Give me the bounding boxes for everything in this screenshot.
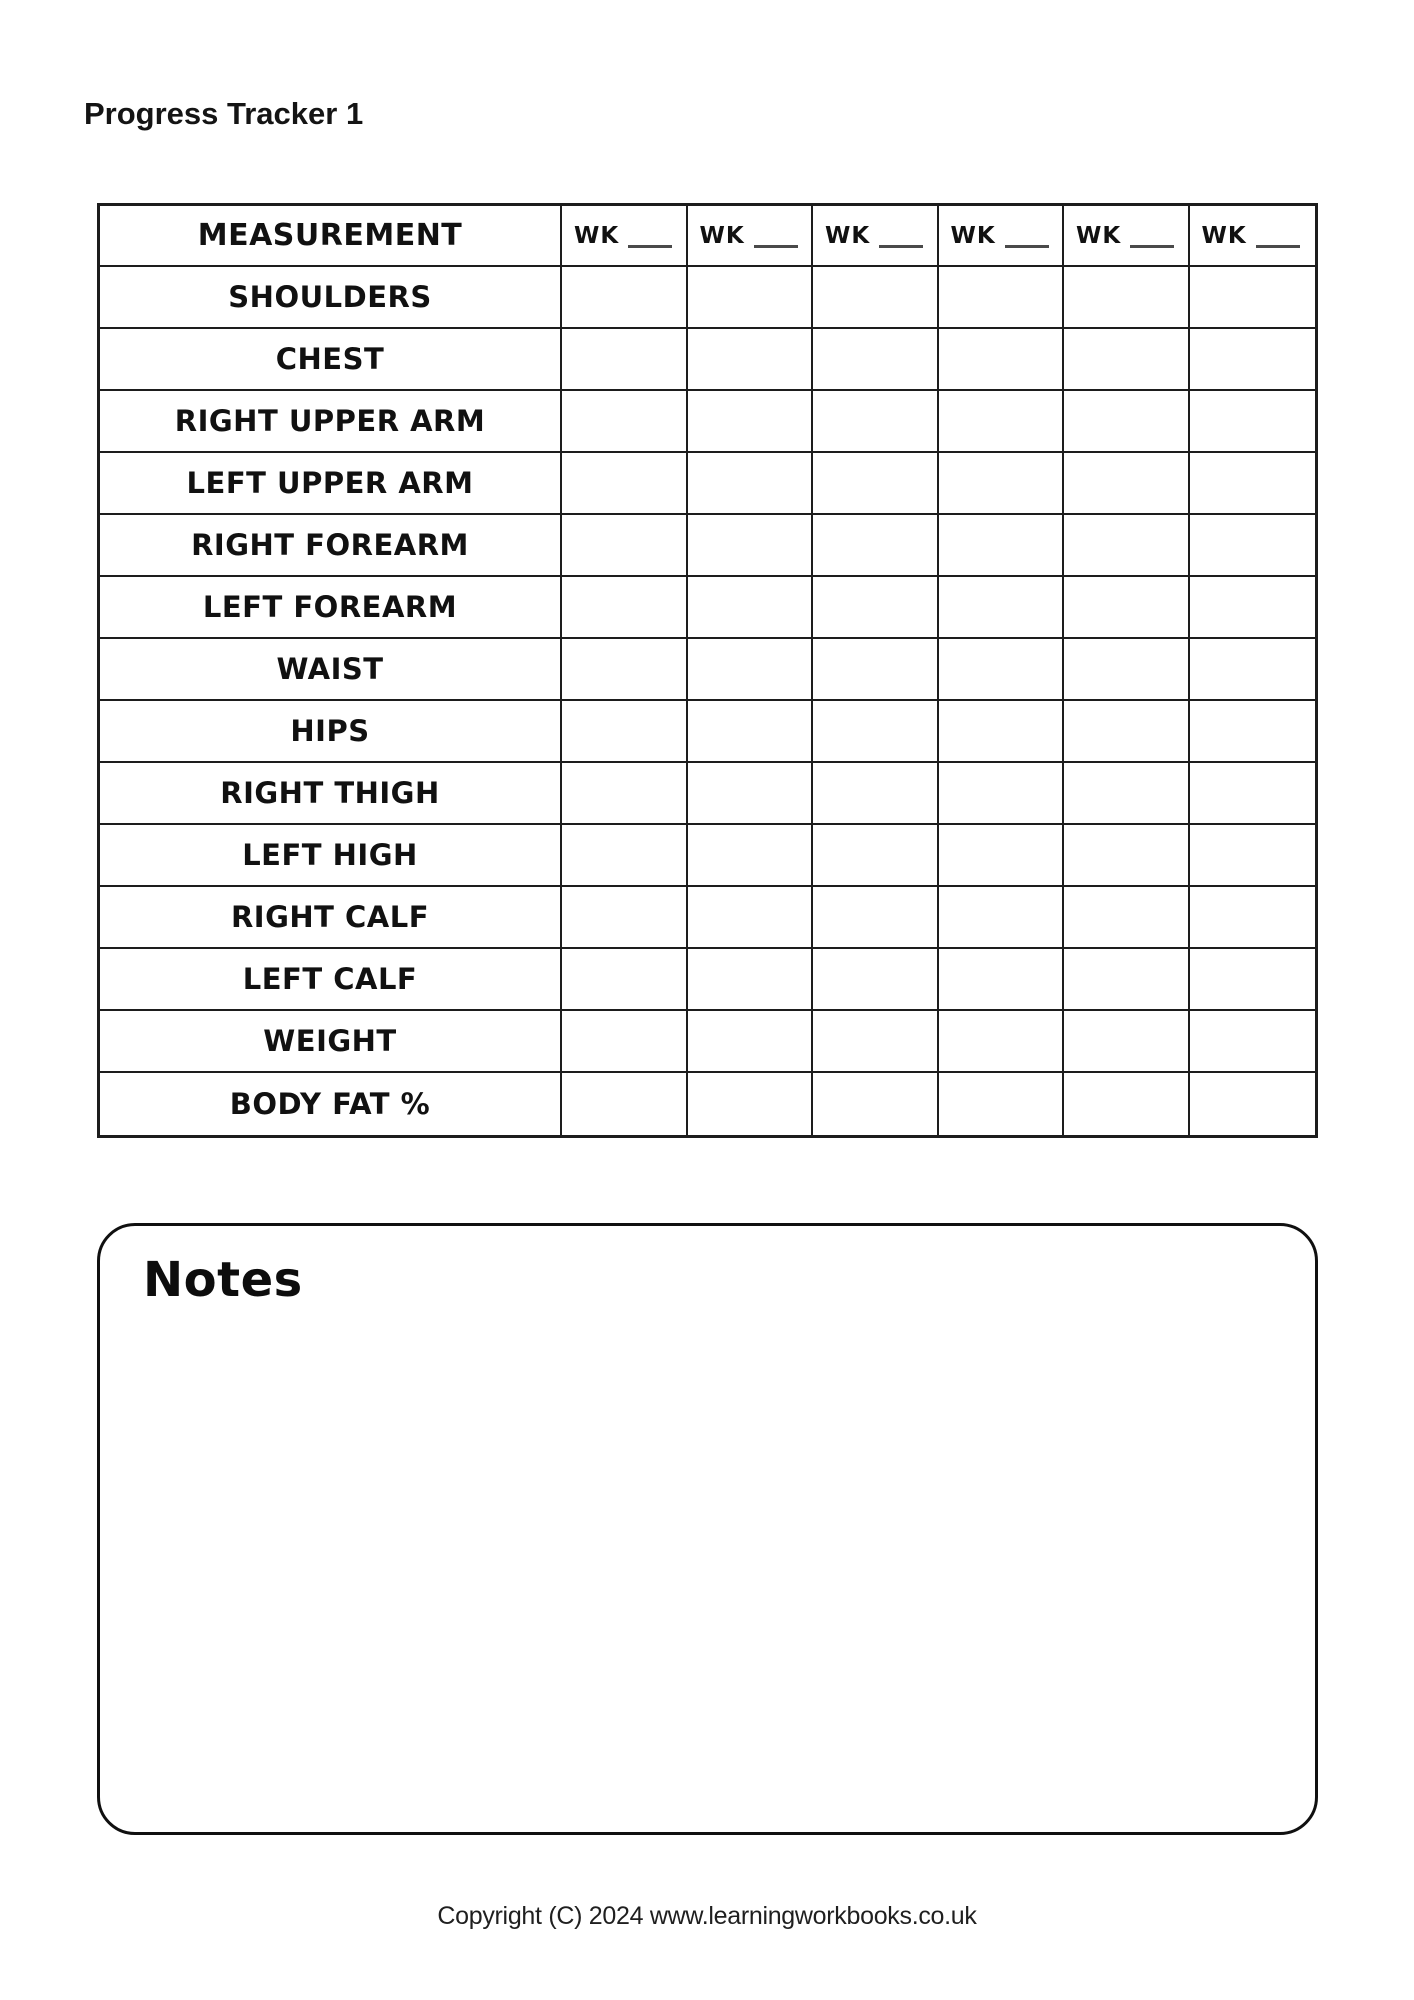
data-cell (939, 763, 1065, 825)
data-cell (1190, 1073, 1316, 1135)
data-cell (813, 763, 939, 825)
data-cell (939, 1011, 1065, 1073)
data-cell (688, 763, 814, 825)
data-cell (1064, 1011, 1190, 1073)
data-cell (688, 701, 814, 763)
page-title: Progress Tracker 1 (84, 96, 364, 131)
notes-heading: Notes (143, 1252, 303, 1308)
data-cell (1190, 453, 1316, 515)
data-cell (813, 391, 939, 453)
row-label: BODY FAT % (100, 1073, 562, 1135)
data-cell (1190, 1011, 1316, 1073)
data-cell (1190, 949, 1316, 1011)
data-cell (813, 577, 939, 639)
data-cell (813, 825, 939, 887)
data-cell (813, 453, 939, 515)
data-cell (1190, 577, 1316, 639)
data-cell (1064, 329, 1190, 391)
week-label: WK (1076, 222, 1122, 249)
data-cell (813, 639, 939, 701)
data-cell (1190, 639, 1316, 701)
data-cell (688, 577, 814, 639)
data-cell (688, 825, 814, 887)
data-cell (939, 825, 1065, 887)
data-cell (562, 453, 688, 515)
data-cell (688, 515, 814, 577)
data-cell (1190, 329, 1316, 391)
week-blank-line (1256, 245, 1300, 248)
row-label: WEIGHT (100, 1011, 562, 1073)
data-cell (939, 701, 1065, 763)
data-cell (562, 1073, 688, 1135)
column-header-measurement: MEASUREMENT (100, 206, 562, 267)
row-label: LEFT CALF (100, 949, 562, 1011)
column-header-week (939, 206, 1065, 267)
data-cell (813, 1011, 939, 1073)
row-label: RIGHT FOREARM (100, 515, 562, 577)
data-cell (688, 453, 814, 515)
row-label: HIPS (100, 701, 562, 763)
row-label: LEFT UPPER ARM (100, 453, 562, 515)
week-blank-line (1005, 245, 1049, 248)
data-cell (813, 701, 939, 763)
week-blank-line (628, 245, 672, 248)
data-cell (1064, 577, 1190, 639)
week-blank-line (754, 245, 798, 248)
data-cell (813, 329, 939, 391)
week-label: WK (1201, 222, 1247, 249)
data-cell (562, 763, 688, 825)
data-cell (1190, 515, 1316, 577)
column-header-week (813, 206, 939, 267)
data-cell (1190, 763, 1316, 825)
data-cell (1064, 391, 1190, 453)
column-header-week (1190, 206, 1316, 267)
data-cell (562, 949, 688, 1011)
week-blank-line (879, 245, 923, 248)
data-cell (1064, 763, 1190, 825)
data-cell (1064, 1073, 1190, 1135)
data-cell (939, 515, 1065, 577)
measurement-table (97, 203, 1318, 1138)
data-cell (562, 701, 688, 763)
data-cell (1190, 887, 1316, 949)
data-cell (813, 515, 939, 577)
data-cell (688, 949, 814, 1011)
data-cell (688, 887, 814, 949)
data-cell (562, 639, 688, 701)
data-cell (562, 887, 688, 949)
data-cell (813, 267, 939, 329)
column-header-week (562, 206, 688, 267)
data-cell (688, 267, 814, 329)
data-cell (1064, 825, 1190, 887)
data-cell (1190, 267, 1316, 329)
data-cell (562, 825, 688, 887)
week-blank-line (1130, 245, 1174, 248)
data-cell (1064, 515, 1190, 577)
data-cell (1064, 267, 1190, 329)
copyright-footer: Copyright (C) 2024 www.learningworkbooks.co.uk (437, 1902, 977, 1930)
data-cell (939, 949, 1065, 1011)
week-label: WK (574, 222, 620, 249)
notes-box (97, 1223, 1318, 1835)
data-cell (1064, 639, 1190, 701)
data-cell (939, 577, 1065, 639)
data-cell (562, 329, 688, 391)
data-cell (1064, 453, 1190, 515)
row-label: LEFT FOREARM (100, 577, 562, 639)
data-cell (562, 391, 688, 453)
data-cell (813, 1073, 939, 1135)
row-label: LEFT HIGH (100, 825, 562, 887)
data-cell (939, 391, 1065, 453)
column-header-week (688, 206, 814, 267)
data-cell (1064, 701, 1190, 763)
data-cell (562, 515, 688, 577)
data-cell (688, 639, 814, 701)
data-cell (939, 267, 1065, 329)
data-cell (1190, 825, 1316, 887)
data-cell (1190, 701, 1316, 763)
column-header-week (1064, 206, 1190, 267)
data-cell (939, 639, 1065, 701)
data-cell (562, 1011, 688, 1073)
data-cell (813, 887, 939, 949)
row-label: RIGHT THIGH (100, 763, 562, 825)
data-cell (562, 267, 688, 329)
data-cell (688, 329, 814, 391)
data-cell (688, 391, 814, 453)
data-cell (1064, 949, 1190, 1011)
week-label: WK (825, 222, 871, 249)
week-label: WK (699, 222, 745, 249)
data-cell (1190, 391, 1316, 453)
data-cell (939, 887, 1065, 949)
data-cell (688, 1073, 814, 1135)
row-label: RIGHT CALF (100, 887, 562, 949)
data-cell (562, 577, 688, 639)
data-cell (1064, 887, 1190, 949)
data-cell (939, 329, 1065, 391)
row-label: CHEST (100, 329, 562, 391)
data-cell (813, 949, 939, 1011)
data-cell (939, 1073, 1065, 1135)
row-label: RIGHT UPPER ARM (100, 391, 562, 453)
data-cell (939, 453, 1065, 515)
week-label: WK (950, 222, 996, 249)
data-cell (688, 1011, 814, 1073)
row-label: WAIST (100, 639, 562, 701)
row-label: SHOULDERS (100, 267, 562, 329)
